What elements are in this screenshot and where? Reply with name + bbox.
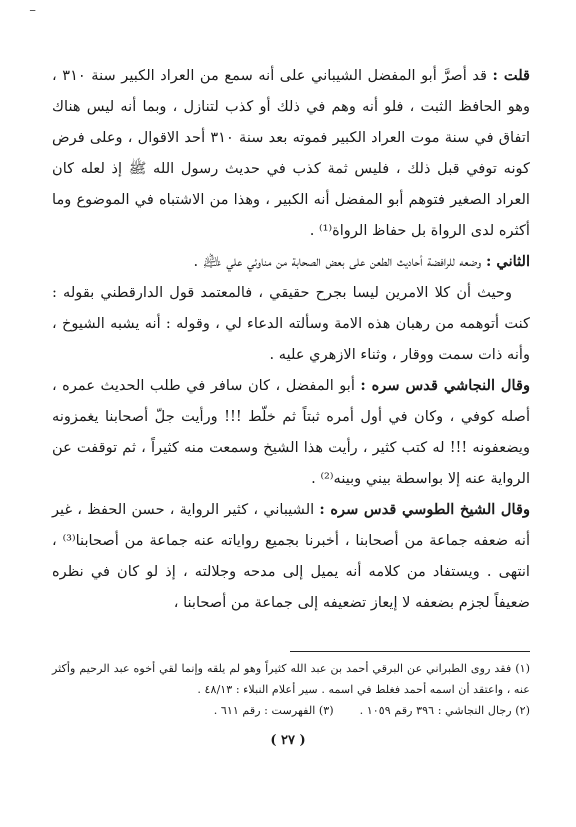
- corner-mark: ــ: [30, 4, 36, 14]
- paragraph-tusi: [52, 494, 530, 618]
- footnote-2: (٢) رجال النجاشي : ٣٩٦ رقم ١٠٥٩ .: [359, 704, 530, 717]
- paragraph-daraqutni: [52, 277, 530, 370]
- footnote-1: (١) فقد روى الطبراني عن البرقي أحمد بن عبد الله كثيراً وهو لم يلقه وإنما لقي أخوه عبد الرحيم وأكثر عنه ، واعتقد أن اسمه أحمد فغلط في اسمه . سير أعلام النبلاء : ٤٨/١٣ .: [52, 662, 530, 696]
- paragraph-body: أبو المفضل ، كان سافر في طلب الحديث عمره ، أصله كوفي ، وكان في أول أمره ثبتاً ثم خلّط !!! ورأيت جلّ أصحابنا يغمزونه ويضعفونه !!! له كتب كثير ، رأيت هذا الشيخ وسمعت منه كثيراً ، ثم توقفت عن الرواية عنه إلا بواسطة بيني وبينه⁽²⁾ .: [52, 377, 530, 487]
- paragraph-qultu: [52, 60, 530, 246]
- paragraph-body: قد أصرَّ أبو المفضل الشيباني على أنه سمع من العراد الكبير سنة ٣١٠ ، وهو الحافظ الثبت ، فلو أنه وهم في ذلك أو كذب لتنازل ، وبما أنه ليس هناك اتفاق في سنة موت العراد الكبير فموته بعد سنة ٣١٠ أحد الاقوال ، وعلى فرض كونه توفي قبل ذلك ، فليس ثمة كذب في حديث رسول الله ﷺ إذ لعله كان العراد الصغير فتوهم أبو المفضل أنه الكبير ، وهذا من الاشتباه في الموضوع وما أكثره لدى الرواة بل حفاظ الرواة⁽¹⁾ .: [52, 67, 530, 239]
- main-text: [52, 60, 530, 618]
- footnote-3: (٣) الفهرست : رقم ٦١١ .: [213, 704, 334, 717]
- paragraph-body: وضعه للرافضة أحاديث الطعن على بعض الصحابة من مناوئي علي ﵇ .: [193, 253, 486, 270]
- footnote-row: [52, 700, 530, 721]
- paragraph-body: الشيباني ، كثير الرواية ، حسن الحفظ ، غير أنه ضعفه جماعة من أصحابنا ، أخبرنا بجميع رواياته عنه جماعة من أصحابنا⁽³⁾ ، انتهى . ويستفاد من كلامه أنه يميل إلى مدحه وجلالته ، إذ لو كان في نظره ضعيفاً لجزم بضعفه لا إيعاز تضعيفه إلى جماعة من أصحابنا ،: [52, 501, 530, 611]
- footnote-separator: [290, 651, 530, 652]
- paragraph-lead: وقال الشيخ الطوسي قدس سره :: [319, 501, 530, 518]
- paragraph-body: وحيث أن كلا الامرين ليسا بجرح حقيقي ، فالمعتمد قول الدارقطني بقوله : كنت أتوهمه من رهبان هذه الامة وسألته الدعاء لي ، وقوله : أنه يشبه الشيوخ ، وأنه ذات سمت ووقار ، وثناء الازهري عليه .: [52, 284, 530, 363]
- paragraph-lead: الثاني :: [485, 253, 530, 270]
- footnotes: [52, 658, 530, 721]
- paragraph-lead: وقال النجاشي قدس سره :: [360, 377, 531, 394]
- paragraph-lead: قلت :: [492, 67, 530, 84]
- paragraph-najashi: [52, 370, 530, 494]
- page-number: ( ٢٧ ): [270, 733, 306, 748]
- paragraph-second-reason: [52, 246, 530, 277]
